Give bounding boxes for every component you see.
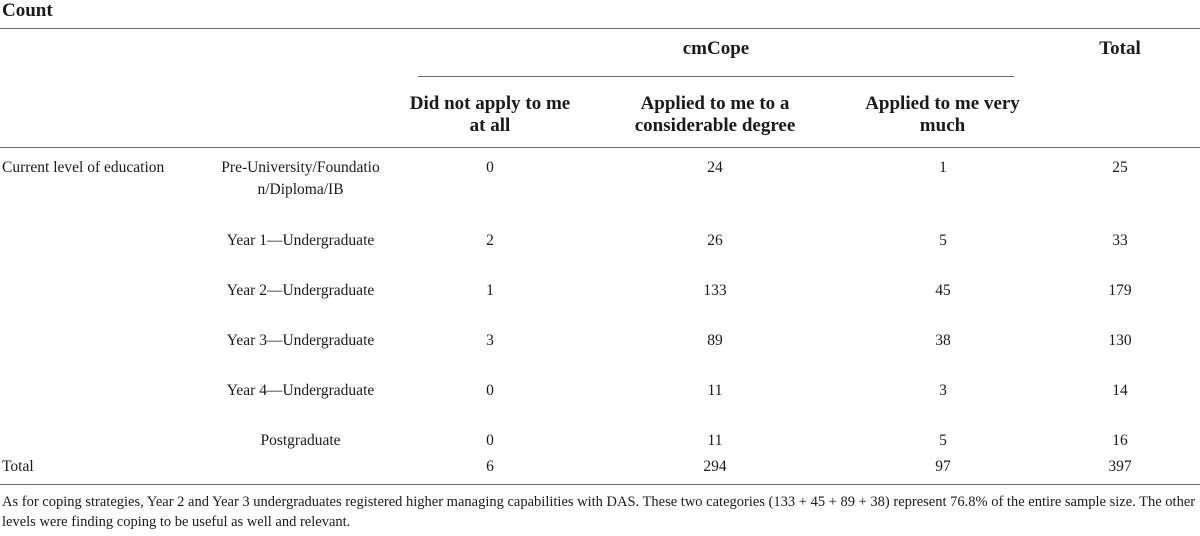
cell-very-much: 5: [939, 432, 947, 449]
cell-very-much: 3: [939, 382, 947, 399]
row-label: Postgraduate: [260, 432, 341, 449]
header-rule: [0, 147, 1200, 148]
cell-did-not-apply: 2: [486, 232, 494, 249]
cell-total: 179: [1108, 282, 1132, 299]
row-label: Year 1—Undergraduate: [226, 232, 375, 249]
cell-very-much: 45: [935, 282, 951, 299]
total-considerable: 294: [703, 458, 727, 475]
cell-considerable: 11: [707, 382, 723, 399]
group-underline: [418, 76, 1014, 77]
cell-considerable: 26: [707, 232, 723, 249]
cell-very-much: 38: [935, 332, 951, 349]
cell-total: 14: [1112, 382, 1128, 399]
cell-total: 130: [1108, 332, 1132, 349]
total-did-not-apply: 6: [486, 458, 494, 475]
header-group-cmcope: cmCope: [682, 38, 750, 59]
total-grand: 397: [1108, 458, 1132, 475]
cell-did-not-apply: 1: [486, 282, 494, 299]
cell-considerable: 133: [703, 282, 727, 299]
cell-total: 16: [1112, 432, 1128, 449]
row-group-label: Current level of education: [2, 159, 165, 176]
cell-very-much: 1: [939, 159, 947, 176]
top-rule: [0, 28, 1200, 29]
cell-did-not-apply: 0: [486, 382, 494, 399]
cell-considerable: 89: [707, 332, 723, 349]
row-label: Year 3—Undergraduate: [226, 332, 375, 349]
cell-did-not-apply: 0: [486, 432, 494, 449]
cell-very-much: 5: [939, 232, 947, 249]
bottom-rule: [0, 484, 1200, 485]
row-label: Year 2—Undergraduate: [226, 282, 375, 299]
row-label: Pre-University/Foundation/Diploma/IB: [221, 159, 380, 198]
cell-did-not-apply: 3: [486, 332, 494, 349]
header-col-did-not-apply: Did not apply to me at all: [409, 93, 571, 136]
header-col-very-much: Applied to me very much: [865, 93, 1020, 136]
cell-total: 25: [1112, 159, 1128, 176]
cell-did-not-apply: 0: [486, 159, 494, 176]
footnote: As for coping strategies, Year 2 and Year 3 undergraduates registered higher managing capabilities with DAS. These two categories (133 + 45 + 89 + 38) represent 76.8% of the entire sample size. The other levels were finding coping to be useful as well and relevant.: [2, 494, 1196, 530]
header-total: Total: [1099, 38, 1141, 59]
table-title: Count: [2, 0, 53, 21]
cell-considerable: 11: [707, 432, 723, 449]
total-very-much: 97: [935, 458, 951, 475]
row-label: Year 4—Undergraduate: [226, 382, 375, 399]
header-col-considerable: Applied to me to a considerable degree: [634, 93, 796, 136]
total-row-label: Total: [2, 458, 34, 475]
cell-total: 33: [1112, 232, 1128, 249]
cell-considerable: 24: [707, 159, 723, 176]
